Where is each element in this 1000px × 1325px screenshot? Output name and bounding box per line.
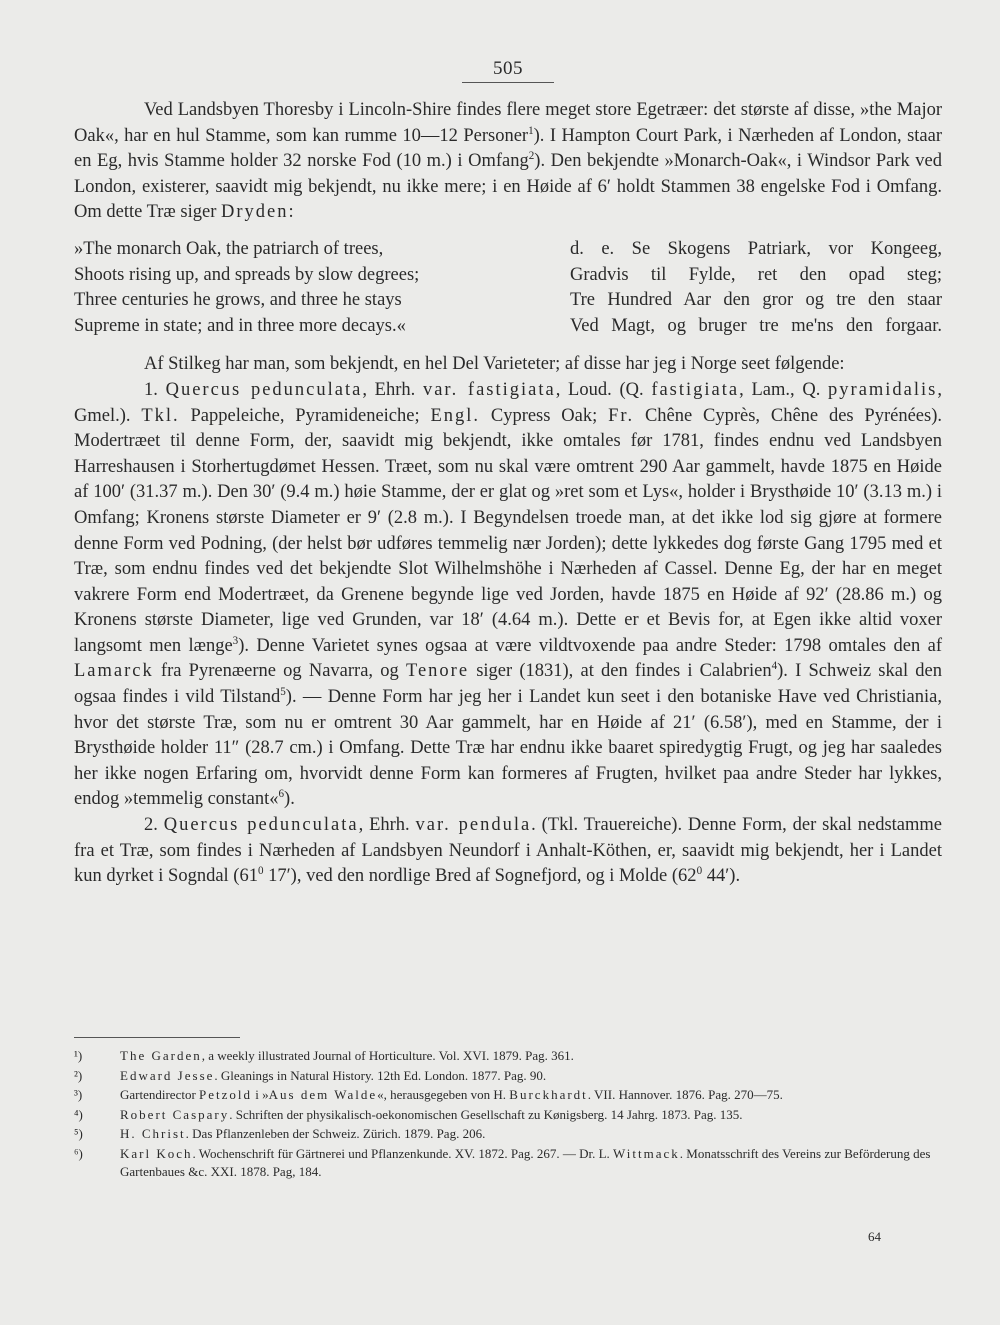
paragraph-oaks [74, 98, 942, 226]
text-run: Gartendirector [120, 1087, 200, 1103]
main-text [74, 98, 942, 890]
footnote-ref-2: 2 [528, 150, 535, 163]
variety-name: var. pendula [415, 815, 532, 836]
author-name: Petzold [199, 1087, 253, 1103]
author-name: Lamarck [74, 661, 154, 682]
variety-name: var. fastigiata [422, 379, 556, 400]
text-run: , a weekly illustrated Journal of Horticulture. Vol. XVI. 1879. Pag. 361. [201, 1048, 574, 1063]
author-name: Robert Caspary [120, 1106, 230, 1122]
source-title: Aus dem Walde [268, 1087, 378, 1103]
text-run: : [288, 202, 294, 223]
poem-line: »The monarch Oak, the patriarch of trees, [74, 238, 384, 259]
poem-line: d. e. Se Skogens Patriark, vor Kongeeg, [570, 238, 942, 259]
language-abbr: Fr. [608, 405, 635, 426]
text-run: «, herausgegeben von H. [377, 1087, 510, 1103]
language-abbr: Tkl. [141, 405, 180, 426]
footnote-ref-1: 1 [528, 124, 534, 137]
paragraph-pendula [74, 813, 942, 890]
footnote-ref-5: 5 [280, 685, 286, 698]
poem-line: Supreme in state; and in three more decays.« [74, 315, 406, 336]
author-name: Karl Koch [120, 1145, 193, 1161]
paragraph-fastigiata [74, 378, 942, 813]
footnote-mark: ¹) [74, 1048, 83, 1063]
poem-line: Tre Hundred Aar den gror og tre den staar [570, 290, 942, 311]
author-name: Tenore [405, 661, 470, 682]
text-run: ). Denne Varietet synes ogsaa at være vildtvoxende paa andre Steder: 1798 omtales den af [238, 635, 942, 656]
footnote-6 [74, 1145, 950, 1180]
species-name: Quercus pedunculata [163, 815, 359, 836]
text-run: ). — Denne Form har jeg her i Landet kun seet i den botaniske Have ved Christiania, hvor det største Træ, som nu er omtrent 30 Aar gammelt, har en Høide af 21′ (6.58′), med en Stamme, der i Brysthøide holder 11″ (28.7 cm.) i Omfang. Dette Træ har endnu ikke baaret spiredygtig Frugt, og jeg har saaledes her ikke nogen Erfaring om, hvorvidt denne Form kan formeres af Frugten, hvilket paa andre Steder har lykkes, endog »temmelig constant« [74, 687, 942, 810]
footnote-mark: ⁵) [74, 1126, 83, 1142]
text-run: ). Den bekjendte »Monarch-Oak«, i Windsor Park ved London, existerer, saavidt mig bekjendt, nu ikke mere; i en Høide af 6′ holdt Stammen 38 engelske Fod i Omfang. Om dette Træ siger [74, 151, 943, 223]
source-title: The Garden [120, 1048, 202, 1063]
text-run: Ved Landsbyen Thoresby i Lincoln-Shire findes flere meget store Egetræer: det største af disse, »the Major Oak«, har en hul Stamme, som kan rumme 10—12 Personer [74, 100, 942, 146]
footnote-text [120, 1047, 950, 1065]
footnote-5 [74, 1125, 950, 1143]
author-name: H. Christ [120, 1126, 186, 1142]
footnote-ref-4: 4 [771, 660, 778, 673]
author-name: Dryden [220, 202, 289, 223]
footnote-3 [74, 1086, 950, 1104]
footnote-text [120, 1125, 950, 1143]
page-number: 505 [462, 58, 554, 83]
text-run: 44′). [702, 866, 741, 887]
text-run: siger (1831), at den findes i Calabrien [469, 661, 772, 682]
text-run: ). [284, 789, 295, 810]
footnote-mark: ⁶) [74, 1145, 83, 1161]
footnote-1 [74, 1047, 950, 1065]
species-name: fastigiata [651, 379, 740, 400]
text-run: , Ehrh. [358, 815, 416, 836]
footnote-divider [74, 1037, 240, 1038]
poem-english [74, 237, 419, 339]
poem-line: Shoots rising up, and spreads by slow degrees; [74, 264, 420, 285]
text-run: , Ehrh. [362, 379, 423, 400]
text-run: 1. [144, 379, 166, 400]
poem-line: Gradvis til Fylde, ret den opad steg; [570, 264, 942, 285]
poem-danish [570, 237, 942, 339]
text-run: . Wochenschrift für Gärtnerei und Pflanzenkunde. XV. 1872. Pag. 267. — Dr. L. [192, 1145, 614, 1161]
poem-line: Three centuries he grows, and three he stays [74, 290, 402, 311]
text-run: . Monatsschrift des Vereins zur Beförderung des Gartenbaues &c. XXI. 1878. Pag, 184. [120, 1145, 931, 1179]
text-run: Cypress Oak; [480, 405, 609, 426]
signature-mark: 64 [868, 1229, 881, 1244]
text-run: . (Tkl. Trauereiche). Denne Form, der skal nedstamme fra et Træ, som findes i Nærheden af Landsbyen Neundorf i Anhalt-Köthen, er, saavidt mig bekjendt, her i Landet kun dyrket i Sogndal (61 [74, 815, 942, 887]
author-name: Wittmack [613, 1145, 680, 1161]
text-run: . Schriften der physikalisch-oekonomischen Gesellschaft zu Kønigsberg. 14 Jahrg. 1873. Pag. 135. [229, 1106, 743, 1122]
text-run: . VII. Hannover. 1876. Pag. 270—75. [587, 1087, 783, 1103]
degree-mark: 0 [257, 865, 264, 878]
footnote-4 [74, 1106, 950, 1124]
text-run: Pappeleiche, Pyramideneiche; [179, 405, 431, 426]
paragraph-varieties: Af Stilkeg har man, som bekjendt, en hel Del Varieteter; af disse har jeg i Norge seet følgende: [144, 354, 845, 375]
text-run: . Gleanings in Natural History. 12th Ed. London. 1877. Pag. 90. [214, 1067, 547, 1083]
text-run: , Lam., Q. [739, 379, 829, 400]
author-name: Burckhardt [509, 1087, 588, 1103]
footnote-text [120, 1086, 950, 1104]
text-run: , Loud. (Q. [555, 379, 652, 400]
text-run: . Das Pflanzenleben der Schweiz. Zürich. 1879. Pag. 206. [185, 1126, 486, 1142]
text-run: ). I Schweiz skal den ogsaa findes i vild Tilstand [74, 661, 943, 708]
text-run: fra Pyrenæerne og Navarra, og [153, 661, 406, 682]
species-name: Quercus pedunculata [165, 379, 363, 400]
footnote-2 [74, 1067, 950, 1085]
species-name: pyramidalis [828, 379, 938, 400]
footnote-ref-3: 3 [232, 634, 239, 647]
poem-line: Ved Magt, og bruger tre me'ns den forgaar. [570, 315, 942, 336]
text-run: 2. [144, 815, 164, 836]
text-run: 17′), ved den nordlige Bred af Sognefjord, og i Molde (62 [263, 866, 697, 887]
degree-mark: 0 [696, 865, 703, 878]
author-name: Edward Jesse [120, 1067, 215, 1083]
footnote-mark: ³) [74, 1087, 83, 1103]
footnote-text [120, 1106, 950, 1124]
footnote-ref-6: 6 [278, 788, 285, 801]
text-run: Chêne Cyprès, Chêne des Pyrénées). Modertræet til denne Form, der, saavidt mig bekjendt, ikke omtales før 1781, findes endnu ved Landsbyen Harreshausen i Storhertugdømet Hessen. Træet, som nu skal være omtrent 290 Aar gammelt, havde 1875 en Høide af 100′ (31.37 m.). Den 30′ (9.4 m.) høie Stamme, der er glat og »ret som et Lys«, holder i Brysthøide 10′ (3.13 m.) i Omfang; Kronens største Diameter er 9′ (2.8 m.). I Begyndelsen troede man, at det ikke lod sig gjøre at formere denne Form ved Podning, (der helst bør udføres temmelig nær Jorden); dette lykkedes dog første Gang 1795 med et Træ, som endnu findes ved det bekjendte Slot Wilhelmshöhe i Nærheden af Cassel. Denne Eg, der har en meget vakrere Form end Modertræet, da Grenene begynde lige ved Jorden, havde 1875 en Høide af 92′ (28.86 m.) og Kronens største Diameter, lige ved Grunden, var 18′ (4.64 m.). Dette er et Bevis for, at Egen ikke altid voxer langsomt men længe [74, 405, 943, 656]
language-abbr: Engl. [430, 405, 481, 426]
footnote-text [120, 1145, 950, 1180]
footnotes [74, 1047, 950, 1182]
text-run: ). I Hampton Court Park, i Nærheden af London, staar en Eg, hvis Stamme holder 32 norske Fod (10 m.) i Omfang [74, 125, 942, 172]
footnote-mark: ⁴) [74, 1106, 83, 1122]
text-run: , Gmel.). [74, 379, 942, 426]
text-run: i » [252, 1087, 269, 1103]
poem-block [74, 237, 942, 339]
footnote-text [120, 1067, 950, 1085]
footnote-mark: ²) [74, 1067, 83, 1083]
